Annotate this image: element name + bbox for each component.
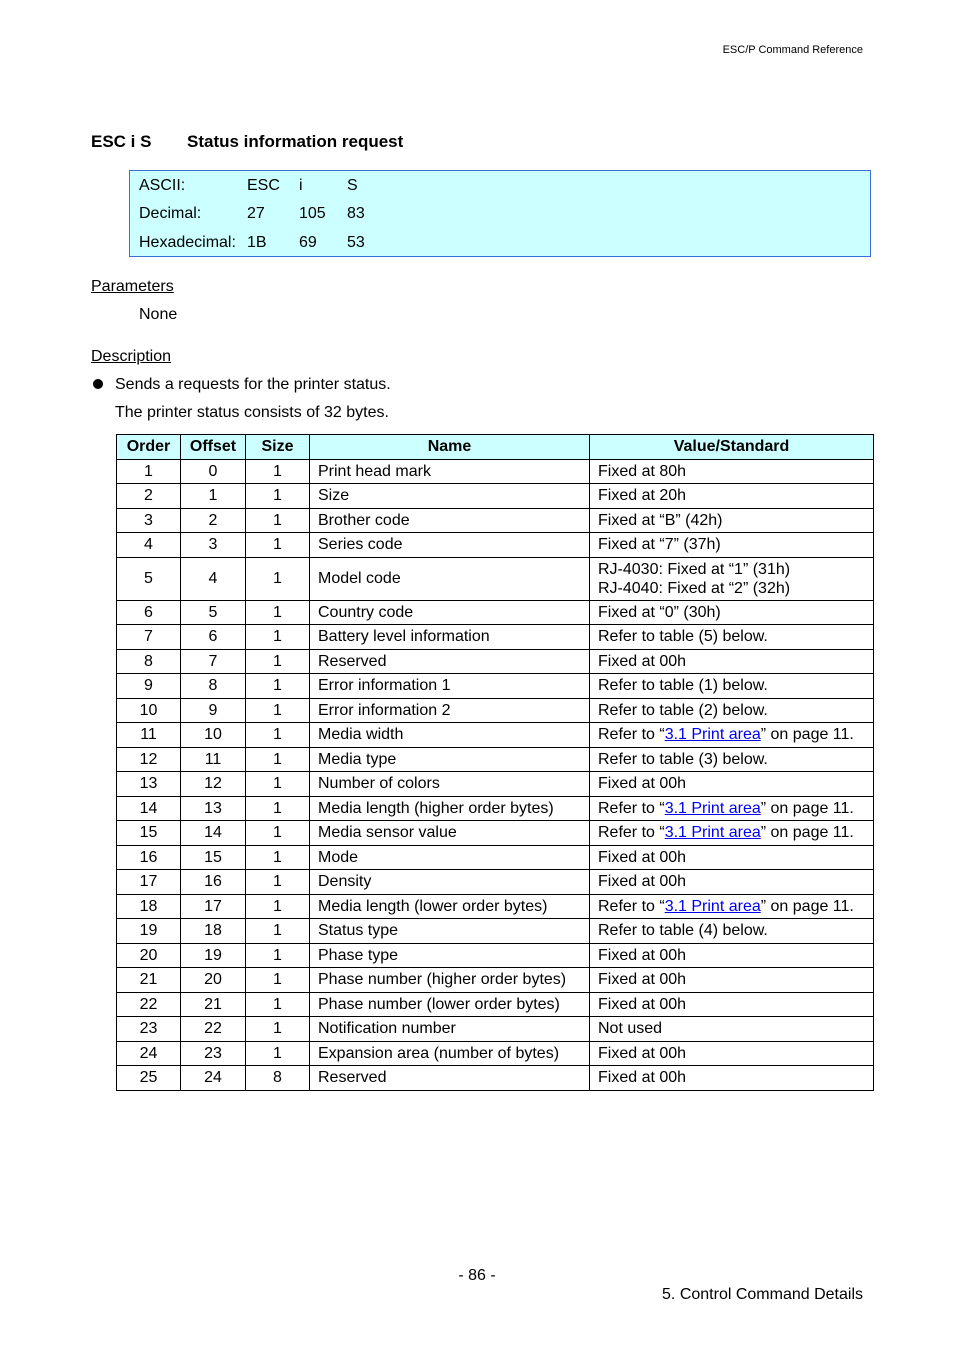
size-cell: 1 (246, 600, 310, 625)
table-row (117, 1041, 874, 1066)
table-row (117, 747, 874, 772)
value-text: ” on page 11. (760, 824, 854, 842)
value-text: Fixed at “7” (37h) (598, 536, 721, 554)
name-cell: Reserved (310, 649, 590, 674)
value-cell (590, 747, 874, 772)
offset-cell: 9 (181, 698, 246, 723)
column-header: Order (117, 435, 181, 460)
print-area-link[interactable]: 3.1 Print area (664, 726, 761, 744)
table-row (117, 943, 874, 968)
size-cell: 1 (246, 772, 310, 797)
value-cell (590, 796, 874, 821)
offset-cell: 12 (181, 772, 246, 797)
table-row (117, 992, 874, 1017)
size-cell: 1 (246, 1041, 310, 1066)
code-label: Hexadecimal: (139, 234, 236, 251)
column-header: Name (310, 435, 590, 460)
size-cell: 1 (246, 796, 310, 821)
order-cell: 14 (117, 796, 181, 821)
offset-cell: 16 (181, 870, 246, 895)
table-row (117, 796, 874, 821)
column-header: Size (246, 435, 310, 460)
value-cell (590, 919, 874, 944)
command-code: ESC i S (91, 132, 152, 151)
offset-cell: 24 (181, 1066, 246, 1091)
order-cell: 15 (117, 821, 181, 846)
value-text: Fixed at 80h (598, 462, 687, 480)
offset-cell: 21 (181, 992, 246, 1017)
value-text: Refer to “ (598, 726, 665, 744)
order-cell: 5 (117, 557, 181, 600)
offset-cell: 17 (181, 894, 246, 919)
table-row (117, 600, 874, 625)
code-value: 1B (247, 234, 267, 251)
value-text: Refer to table (1) below. (598, 677, 768, 695)
name-cell: Phase type (310, 943, 590, 968)
print-area-link[interactable]: 3.1 Print area (664, 799, 761, 817)
size-cell: 1 (246, 508, 310, 533)
chapter-footer: 5. Control Command Details (662, 1286, 863, 1303)
offset-cell: 8 (181, 674, 246, 699)
value-text: Fixed at 00h (598, 848, 687, 866)
name-cell: Country code (310, 600, 590, 625)
value-text: Refer to table (2) below. (598, 701, 768, 719)
page-number: - 86 - (458, 1267, 496, 1284)
print-area-link[interactable]: 3.1 Print area (664, 824, 761, 842)
order-cell: 7 (117, 625, 181, 650)
value-text: Refer to “ (598, 824, 665, 842)
size-cell: 1 (246, 821, 310, 846)
offset-cell: 23 (181, 1041, 246, 1066)
size-cell: 1 (246, 992, 310, 1017)
value-text: Fixed at “B” (42h) (598, 511, 723, 529)
name-cell: Brother code (310, 508, 590, 533)
value-text: Refer to table (3) below. (598, 750, 768, 768)
code-value: 83 (347, 205, 365, 222)
value-text: RJ-4040: Fixed at “2” (32h) (598, 579, 791, 597)
size-cell: 1 (246, 459, 310, 484)
table-row (117, 723, 874, 748)
description-heading: Description (91, 348, 172, 365)
table-row (117, 845, 874, 870)
size-cell: 1 (246, 870, 310, 895)
offset-cell: 3 (181, 533, 246, 558)
offset-cell: 19 (181, 943, 246, 968)
value-text: ” on page 11. (760, 799, 854, 817)
value-cell (590, 1017, 874, 1042)
name-cell: Media type (310, 747, 590, 772)
command-code-box (129, 170, 871, 257)
size-cell: 1 (246, 484, 310, 509)
value-text: Fixed at “0” (30h) (598, 603, 721, 621)
value-text: Fixed at 00h (598, 1044, 687, 1062)
code-value: S (347, 177, 358, 194)
value-text: Fixed at 00h (598, 873, 687, 891)
value-cell (590, 870, 874, 895)
value-cell (590, 649, 874, 674)
value-cell (590, 625, 874, 650)
order-cell: 8 (117, 649, 181, 674)
value-text: Fixed at 00h (598, 971, 687, 989)
value-text: Refer to “ (598, 897, 665, 915)
value-text: Fixed at 00h (598, 995, 687, 1013)
name-cell: Phase number (lower order bytes) (310, 992, 590, 1017)
table-row (117, 698, 874, 723)
value-cell (590, 1041, 874, 1066)
parameters-value: None (139, 306, 178, 323)
size-cell: 1 (246, 674, 310, 699)
table-row (117, 1066, 874, 1091)
order-cell: 18 (117, 894, 181, 919)
value-cell (590, 968, 874, 993)
order-cell: 3 (117, 508, 181, 533)
size-cell: 1 (246, 723, 310, 748)
size-cell: 1 (246, 894, 310, 919)
value-text: ” on page 11. (760, 897, 854, 915)
bullet-icon (93, 379, 103, 389)
name-cell: Battery level information (310, 625, 590, 650)
table-row (117, 919, 874, 944)
table-row (117, 484, 874, 509)
table-row (117, 625, 874, 650)
size-cell: 8 (246, 1066, 310, 1091)
table-row (117, 557, 874, 600)
value-text: Not used (598, 1020, 663, 1038)
size-cell: 1 (246, 919, 310, 944)
name-cell: Status type (310, 919, 590, 944)
order-cell: 13 (117, 772, 181, 797)
value-cell (590, 943, 874, 968)
name-cell: Media length (higher order bytes) (310, 796, 590, 821)
name-cell: Expansion area (number of bytes) (310, 1041, 590, 1066)
status-table (116, 434, 874, 1091)
name-cell: Media sensor value (310, 821, 590, 846)
offset-cell: 15 (181, 845, 246, 870)
order-cell: 17 (117, 870, 181, 895)
table-row (117, 772, 874, 797)
offset-cell: 5 (181, 600, 246, 625)
table-row (117, 508, 874, 533)
command-title (91, 132, 403, 152)
offset-cell: 11 (181, 747, 246, 772)
value-cell (590, 484, 874, 509)
running-header: ESC/P Command Reference (722, 44, 863, 56)
code-value: i (299, 177, 303, 194)
code-label: Decimal: (139, 205, 202, 222)
size-cell: 1 (246, 845, 310, 870)
value-cell (590, 600, 874, 625)
name-cell: Error information 1 (310, 674, 590, 699)
name-cell: Media length (lower order bytes) (310, 894, 590, 919)
value-text: Fixed at 00h (598, 775, 687, 793)
value-text: Refer to table (5) below. (598, 628, 768, 646)
order-cell: 23 (117, 1017, 181, 1042)
order-cell: 19 (117, 919, 181, 944)
name-cell: Density (310, 870, 590, 895)
size-cell: 1 (246, 968, 310, 993)
print-area-link[interactable]: 3.1 Print area (664, 897, 761, 915)
description-bullet: Sends a requests for the printer status. (115, 376, 391, 393)
table-row (117, 1017, 874, 1042)
name-cell: Media width (310, 723, 590, 748)
order-cell: 2 (117, 484, 181, 509)
size-cell: 1 (246, 649, 310, 674)
value-cell (590, 894, 874, 919)
value-cell (590, 557, 874, 600)
order-cell: 4 (117, 533, 181, 558)
size-cell: 1 (246, 943, 310, 968)
table-row (117, 870, 874, 895)
order-cell: 11 (117, 723, 181, 748)
order-cell: 10 (117, 698, 181, 723)
offset-cell: 18 (181, 919, 246, 944)
order-cell: 24 (117, 1041, 181, 1066)
value-cell (590, 845, 874, 870)
name-cell: Series code (310, 533, 590, 558)
offset-cell: 1 (181, 484, 246, 509)
offset-cell: 6 (181, 625, 246, 650)
value-cell (590, 772, 874, 797)
order-cell: 1 (117, 459, 181, 484)
order-cell: 21 (117, 968, 181, 993)
code-value: 105 (299, 205, 326, 222)
offset-cell: 22 (181, 1017, 246, 1042)
size-cell: 1 (246, 698, 310, 723)
code-value: ESC (247, 177, 280, 194)
table-header-row (117, 435, 874, 460)
order-cell: 20 (117, 943, 181, 968)
offset-cell: 2 (181, 508, 246, 533)
column-header: Offset (181, 435, 246, 460)
size-cell: 1 (246, 747, 310, 772)
value-cell (590, 1066, 874, 1091)
order-cell: 9 (117, 674, 181, 699)
value-cell (590, 821, 874, 846)
offset-cell: 13 (181, 796, 246, 821)
value-text: Fixed at 00h (598, 652, 687, 670)
value-text: Refer to table (4) below. (598, 922, 768, 940)
value-text: ” on page 11. (760, 726, 854, 744)
offset-cell: 7 (181, 649, 246, 674)
offset-cell: 20 (181, 968, 246, 993)
value-cell (590, 698, 874, 723)
name-cell: Error information 2 (310, 698, 590, 723)
offset-cell: 4 (181, 557, 246, 600)
value-text: Refer to “ (598, 799, 665, 817)
value-text: Fixed at 00h (598, 1069, 687, 1087)
order-cell: 6 (117, 600, 181, 625)
size-cell: 1 (246, 1017, 310, 1042)
table-row (117, 674, 874, 699)
value-cell (590, 459, 874, 484)
offset-cell: 14 (181, 821, 246, 846)
value-cell (590, 723, 874, 748)
value-text: RJ-4030: Fixed at “1” (31h) (598, 560, 791, 578)
name-cell: Model code (310, 557, 590, 600)
size-cell: 1 (246, 533, 310, 558)
offset-cell: 10 (181, 723, 246, 748)
value-text: Fixed at 20h (598, 487, 687, 505)
value-cell (590, 992, 874, 1017)
name-cell: Notification number (310, 1017, 590, 1042)
name-cell: Phase number (higher order bytes) (310, 968, 590, 993)
table-row (117, 968, 874, 993)
order-cell: 16 (117, 845, 181, 870)
offset-cell: 0 (181, 459, 246, 484)
column-header: Value/Standard (590, 435, 874, 460)
name-cell: Mode (310, 845, 590, 870)
command-name: Status information request (187, 132, 404, 151)
code-value: 69 (299, 234, 317, 251)
table-row (117, 533, 874, 558)
size-cell: 1 (246, 625, 310, 650)
name-cell: Number of colors (310, 772, 590, 797)
name-cell: Print head mark (310, 459, 590, 484)
order-cell: 25 (117, 1066, 181, 1091)
table-row (117, 894, 874, 919)
size-cell: 1 (246, 557, 310, 600)
name-cell: Reserved (310, 1066, 590, 1091)
description-note: The printer status consists of 32 bytes. (115, 404, 389, 421)
name-cell: Size (310, 484, 590, 509)
table-row (117, 821, 874, 846)
code-value: 27 (247, 205, 265, 222)
value-text: Fixed at 00h (598, 946, 687, 964)
code-label: ASCII: (139, 177, 186, 194)
order-cell: 22 (117, 992, 181, 1017)
order-cell: 12 (117, 747, 181, 772)
value-cell (590, 533, 874, 558)
code-value: 53 (347, 234, 365, 251)
parameters-heading: Parameters (91, 278, 174, 295)
value-cell (590, 674, 874, 699)
value-cell (590, 508, 874, 533)
table-row (117, 459, 874, 484)
table-row (117, 649, 874, 674)
